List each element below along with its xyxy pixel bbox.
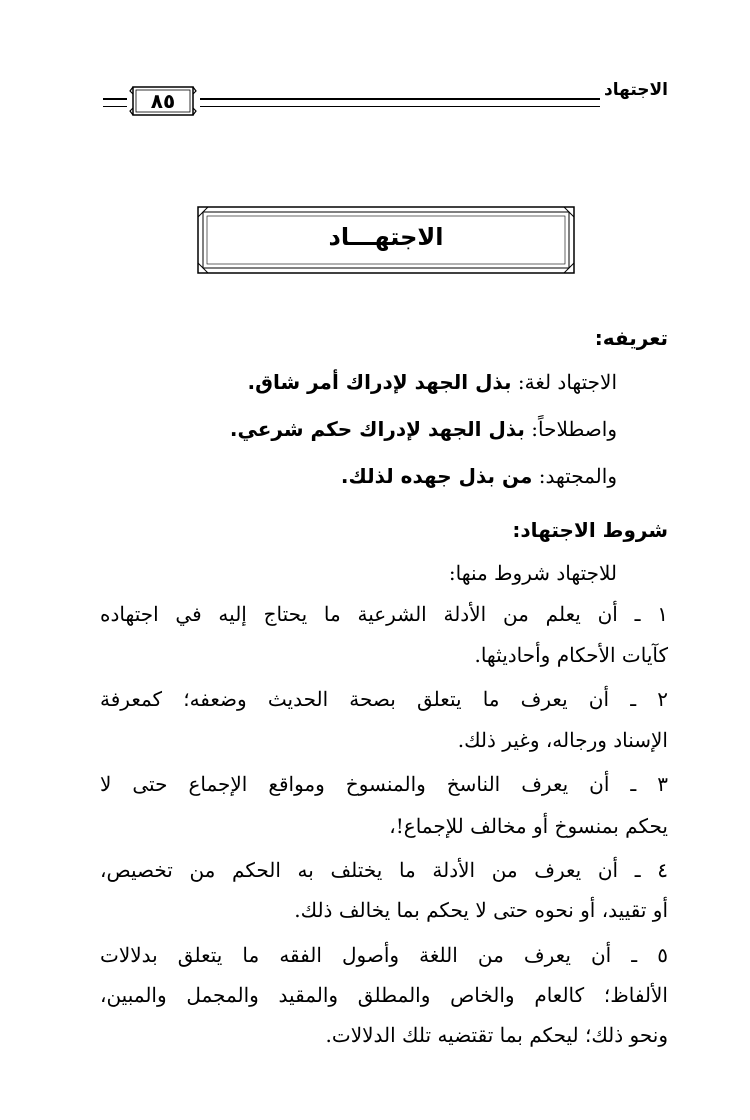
chapter-title-frame: [196, 205, 576, 275]
condition-2-line-2: الإسناد ورجاله، وغير ذلك.: [457, 728, 668, 752]
header-rule-left: [103, 98, 127, 107]
condition-5-line-3: ونحو ذلك؛ ليحكم بما تقتضيه تلك الدلالات.: [325, 1023, 668, 1047]
condition-2-line-1: ٢ ـ أن يعرف ما يتعلق بصحة الحديث وضعفه؛ كمعرفة: [100, 687, 668, 711]
condition-1-line-1: ١ ـ أن يعلم من الأدلة الشرعية ما يحتاج إليه في اجتهاده: [100, 602, 668, 626]
definition-term: واصطلاحاً:: [531, 417, 617, 441]
definition-item-mujtahid: [341, 466, 617, 486]
condition-4-line-1: ٤ ـ أن يعرف من الأدلة ما يختلف به الحكم من تخصيص،: [100, 858, 668, 882]
chapter-title: الاجتهـــاد: [328, 223, 444, 251]
condition-5-line-1: ٥ ـ أن يعرف من اللغة وأصول الفقه ما يتعلق بدلالات: [100, 943, 668, 967]
condition-3-line-2: يحكم بمنسوخ أو مخالف للإجماع!،: [389, 814, 668, 838]
page-number: ٨٥: [150, 89, 176, 113]
definition-term: والمجتهد:: [538, 464, 617, 488]
header-rule: [200, 98, 600, 107]
page-number-frame: [128, 84, 198, 118]
running-header-title: الاجتهاد: [603, 80, 668, 100]
definition-item-language: [248, 372, 618, 392]
condition-5-line-2: الألفاظ؛ كالعام والخاص والمطلق والمقيد والمجمل والمبين،: [100, 983, 668, 1007]
definition-text: بذل الجهد لإدراك أمر شاق.: [247, 370, 512, 394]
definition-term: الاجتهاد لغة:: [517, 370, 617, 394]
condition-1-line-2: كآيات الأحكام وأحاديثها.: [474, 643, 668, 667]
definition-text: بذل الجهد لإدراك حكم شرعي.: [229, 417, 525, 441]
conditions-intro: للاجتهاد شروط منها:: [448, 561, 617, 585]
definition-heading: تعريفه:: [594, 326, 668, 350]
definition-text: من بذل جهده لذلك.: [340, 464, 533, 488]
condition-3-line-1: ٣ ـ أن يعرف الناسخ والمنسوخ ومواقع الإجماع حتى لا: [100, 772, 668, 796]
conditions-heading: شروط الاجتهاد:: [512, 518, 668, 542]
condition-4-line-2: أو تقييد، أو نحوه حتى لا يحكم بما يخالف ذلك.: [294, 898, 668, 922]
definition-item-technical: [230, 419, 617, 439]
